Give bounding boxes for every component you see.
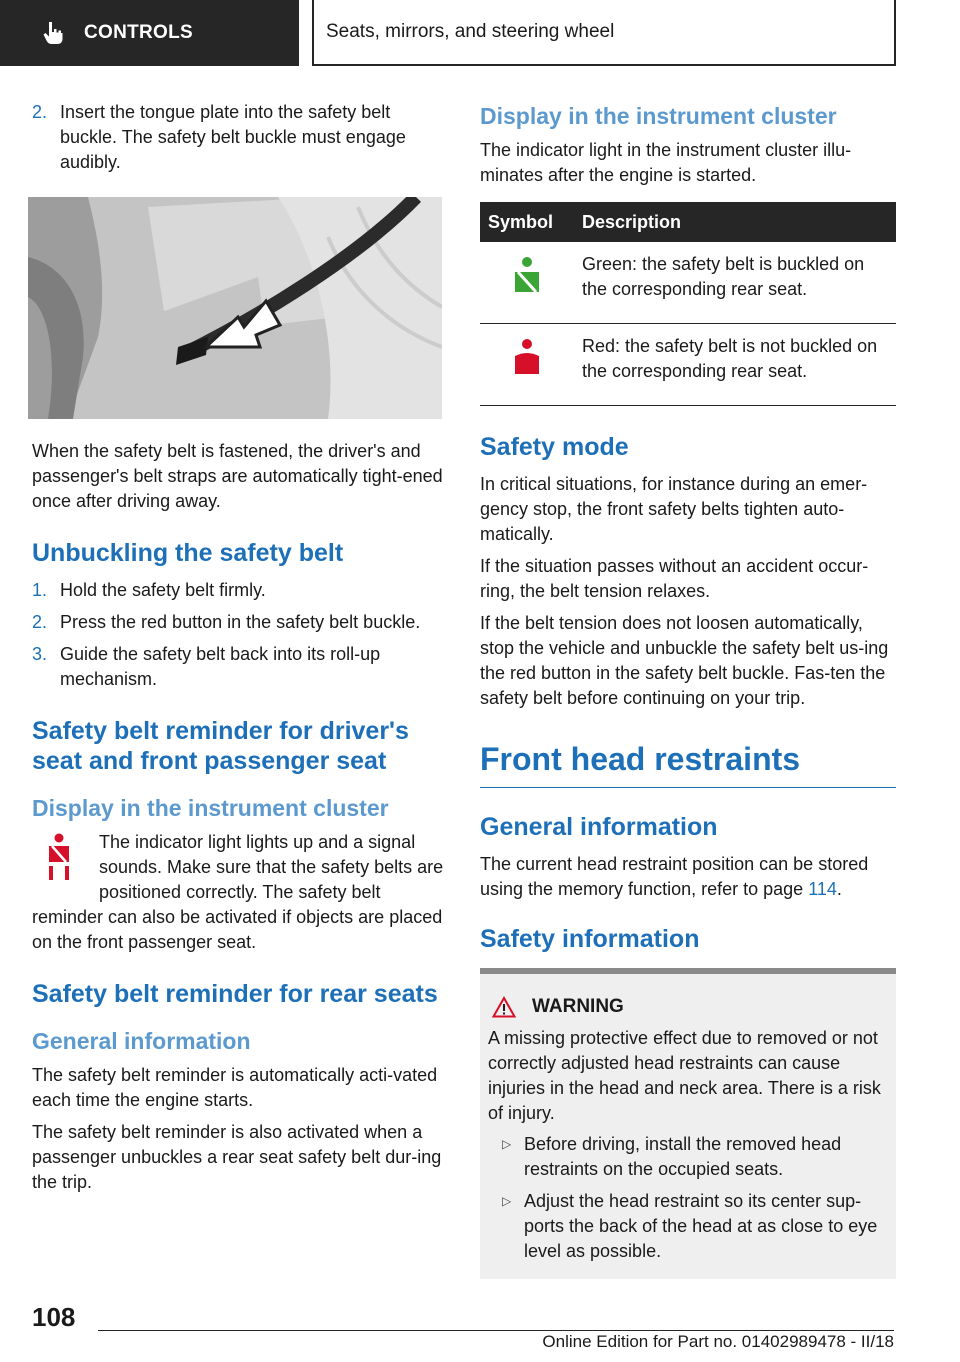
unbuckling-heading: Unbuckling the safety belt — [32, 539, 344, 567]
section-label: CONTROLS — [84, 22, 194, 43]
description-cell: Green: the safety belt is buckled on the corresponding rear seat. — [574, 242, 896, 324]
left-column — [32, 100, 444, 1202]
warning-header — [488, 996, 888, 1018]
safety-info-heading: Safety information — [480, 925, 700, 953]
display-heading: Display in the instrument cluster — [480, 103, 837, 129]
page-header — [0, 0, 960, 66]
list-item — [32, 642, 444, 692]
step-number: 3. — [32, 644, 48, 664]
display-paragraph: The indicator light in the instrument cluster illu‐minates after the engine is started. — [480, 140, 852, 185]
description-cell: Red: the safety belt is not buckled on the corresponding rear seat. — [574, 324, 896, 406]
list-item — [32, 578, 444, 603]
red-belt-unbuckled-icon — [510, 338, 544, 382]
display-heading: Display in the instrument cluster — [32, 795, 389, 821]
seat-belt-photo — [28, 197, 442, 419]
symbol-cell — [480, 324, 574, 406]
general-paragraph: The safety belt reminder is automatically acti‐vated each time the engine starts. — [32, 1065, 438, 1110]
general-text: The current head restraint position can be stored using the memory function, refer to page — [480, 854, 869, 899]
edition-text: Online Edition for Part no. 01402989478 - II/18 — [542, 1332, 894, 1351]
footer-divider — [98, 1330, 894, 1331]
list-item — [32, 100, 444, 175]
step-text: Hold the safety belt firmly. — [60, 580, 266, 600]
seat-belt-warning-icon — [44, 832, 74, 880]
symbol-cell — [480, 242, 574, 324]
safety-mode-paragraph: In critical situations, for instance during an emer‐gency stop, the front safety belts tighten auto‐matically. — [480, 474, 868, 544]
table-row — [480, 242, 896, 324]
list-item — [488, 1132, 888, 1182]
general-info-heading: General information — [480, 813, 718, 841]
warning-text: A missing protective effect due to removed or not correctly adjusted head restraints can cause injuries in the head and neck area. There is a risk of injury. — [488, 1028, 881, 1123]
warning-box — [480, 968, 896, 1279]
section-tab — [0, 0, 299, 66]
page-link[interactable]: 114 — [808, 879, 837, 899]
tighten-paragraph: When the safety belt is fastened, the driver's and passenger's belt straps are automatically tight‐ened once after driving away. — [32, 441, 443, 511]
step-number: 2. — [32, 102, 48, 122]
general-paragraph: The safety belt reminder is also activated when a passenger unbuckles a rear seat safety belt dur‐ing the trip. — [32, 1122, 442, 1192]
table-header-symbol: Symbol — [480, 202, 574, 242]
table-row — [480, 324, 896, 406]
table-header-description: Description — [574, 202, 896, 242]
step-text: Press the red button in the safety belt buckle. — [60, 612, 421, 632]
list-item — [488, 1189, 888, 1264]
reminder-block — [32, 830, 444, 905]
general-info-heading: General information — [32, 1028, 251, 1054]
front-head-restraints-heading: Front head restraints — [480, 739, 896, 788]
bullet-text: Before driving, install the removed head restraints on the occupied seats. — [524, 1134, 842, 1179]
reminder-text-continued: reminder can also be activated if objects are placed on the front passenger seat. — [32, 907, 443, 952]
chapter-title-box — [312, 0, 896, 66]
safety-mode-paragraph: If the situation passes without an accident occur‐ring, the belt tension relaxes. — [480, 556, 869, 601]
symbol-table — [480, 202, 896, 406]
general-text-end: . — [836, 879, 842, 899]
list-item — [32, 610, 444, 635]
safety-mode-heading: Safety mode — [480, 433, 629, 461]
reminder-front-heading: Safety belt reminder for driver's seat and front passenger seat — [32, 717, 409, 775]
reminder-text: The indicator light lights up and a signal sounds. Make sure that the safety belts are positioned correctly. The safety belt — [99, 832, 444, 902]
green-belt-buckled-icon — [510, 256, 544, 300]
safety-mode-paragraph: If the belt tension does not loosen automatically, stop the vehicle and unbuckle the safety belt us‐ing the red button in the safety belt buckle. Fas‐ten the safety belt before continuing on your trip. — [480, 613, 889, 708]
bullet-triangle-icon: ▷ — [502, 1194, 512, 1208]
bullet-triangle-icon: ▷ — [502, 1137, 512, 1151]
warning-label: WARNING — [532, 996, 624, 1017]
step-number: 1. — [32, 580, 48, 600]
right-column — [480, 100, 896, 1279]
chapter-title: Seats, mirrors, and steering wheel — [326, 21, 615, 42]
step-number: 2. — [32, 612, 48, 632]
bullet-text: Adjust the head restraint so its center sup‐ports the back of the head at as close to eye level as possible. — [524, 1191, 878, 1261]
warning-triangle-icon — [492, 996, 516, 1018]
page-number: 108 — [32, 1302, 76, 1332]
general-paragraph — [480, 852, 896, 902]
hand-pointer-icon — [40, 20, 66, 46]
step-text: Insert the tongue plate into the safety belt buckle. The safety belt buckle must engage audibly. — [60, 102, 406, 172]
step-text: Guide the safety belt back into its roll-up mechanism. — [60, 644, 381, 689]
reminder-rear-heading: Safety belt reminder for rear seats — [32, 980, 438, 1008]
